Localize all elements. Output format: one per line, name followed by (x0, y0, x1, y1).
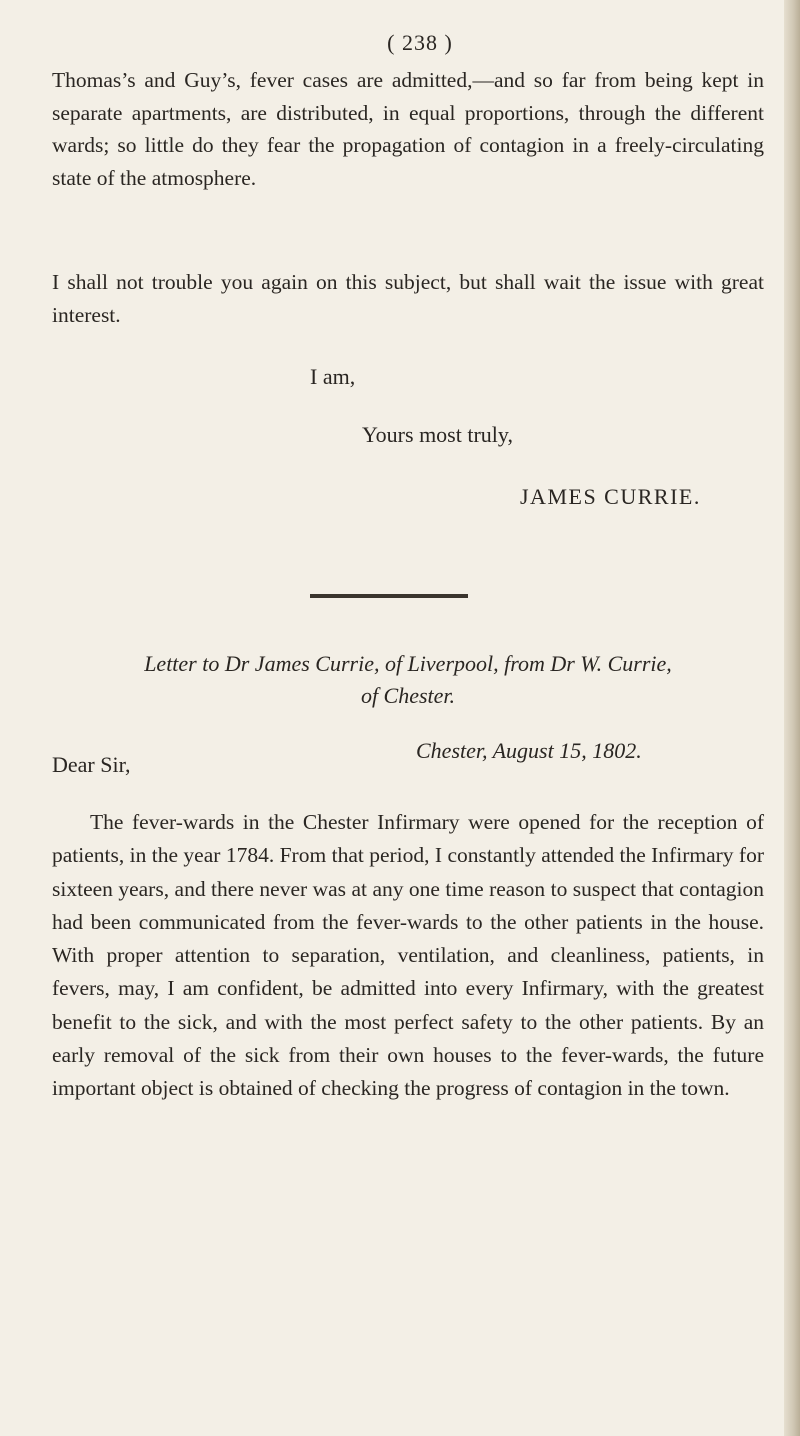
letter-heading (52, 648, 764, 712)
heading-line-2: of Chester. (360, 683, 456, 708)
paragraph-text: Thomas’s and Guy’s, fever cases are admitted,—and so far from being kept in separate apartments, are distributed, in equal proportions, through the different wards; so little do they fear the propagation of contagion in a freely-circulating state of the atmosphere. (52, 68, 764, 190)
letter-body (52, 806, 764, 1106)
paragraph-text: I shall not trouble you again on this subject, but shall wait the issue with great interest. (52, 270, 764, 327)
letter-paragraph-1 (52, 64, 764, 194)
closing-line-2: Yours most truly, (362, 422, 513, 447)
salutation: Dear Sir, (52, 752, 131, 777)
signature: JAMES CURRIE. (520, 484, 701, 509)
section-divider (310, 594, 468, 598)
heading-line-1: Letter to Dr James Currie, of Liverpool, from Dr W. Currie, (144, 651, 672, 676)
page-edge (784, 0, 800, 1436)
page-number: ( 238 ) (387, 30, 453, 55)
dateline: Chester, August 15, 1802. (416, 738, 642, 763)
closing-line-1: I am, (310, 364, 356, 389)
letter-paragraph-2 (52, 266, 764, 331)
paragraph-text: The fever-wards in the Chester Infirmary were opened for the reception of patients, in the year 1784. From that period, I constantly attended the Infirmary for sixteen years, and there never was at any one time reason to suspect that contagion had been communicated from the fever-wards to the other patients in the house. With proper attention to separation, ventilation, and cleanliness, patients, in fevers, may, I am confident, be admitted into every Infirmary, with the greatest benefit to the sick, and with the most perfect safety to the other patients. By an early removal of the sick from their own houses to the fever-wards, the future important object is obtained of checking the progress of contagion in the town. (52, 810, 764, 1101)
